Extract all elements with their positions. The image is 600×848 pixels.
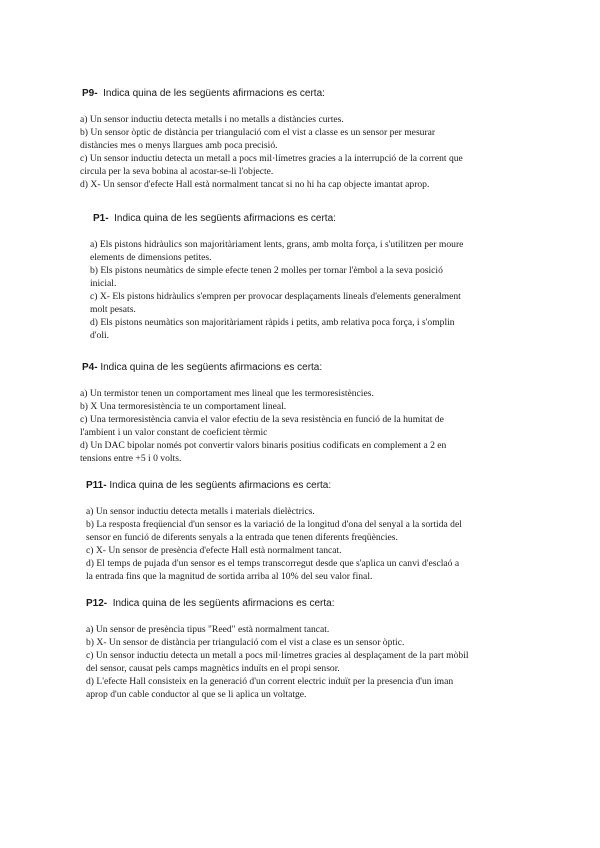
- question-title: [93, 213, 336, 224]
- answer-line: a) Un sensor inductiu detecta metalls i no metalls a distàncies curtes.: [80, 114, 344, 125]
- answer-line: sensor en funció de diferents senyals a la entrada que tenen diferents freqüències.: [86, 532, 398, 543]
- answer-line: distàncies mes o menys llargues amb poca precisió.: [80, 140, 278, 151]
- question-title: [86, 598, 334, 609]
- question-number: P9-: [82, 88, 98, 99]
- answer-line: c) Un sensor inductiu detecta un metall a pocs mil·límetres gracies al desplaçament de la part mòbil: [86, 650, 469, 661]
- question-title: [82, 362, 322, 373]
- answer-line: tensions entre +5 i 0 volts.: [80, 453, 182, 464]
- question-number: P12-: [86, 598, 108, 609]
- question-prompt: Indica quina de les següents afirmacions es certa:: [100, 362, 323, 373]
- question-number: P4-: [82, 362, 98, 373]
- answer-line: c) X- Un sensor de presència d'efecte Hall està normalment tancat.: [86, 545, 342, 556]
- answer-line: d) L'efecte Hall consisteix en la generació d'un corrent electric induït per la presencia d'un iman: [86, 676, 454, 687]
- answer-line: b) X Una termoresistència te un comportament lineal.: [80, 401, 287, 412]
- answer-line: d) Un DAC bipolar només pot convertir valors binaris positius codificats en complement a 2 en: [80, 440, 447, 451]
- question-prompt: Indica quina de les següents afirmacions es certa:: [103, 88, 325, 99]
- answer-line: c) X- Els pistons hidràulics s'empren per provocar desplaçaments lineals d'elements generalment: [90, 291, 461, 302]
- answer-line: la entrada fins que la magnitud de sortida arriba al 10% del seu valor final.: [86, 571, 373, 582]
- question-title: [86, 480, 331, 491]
- answer-line: a) Els pistons hidràulics son majoritàriament lents, grans, amb molta força, i s'utilitzen per moure: [90, 239, 464, 250]
- answer-line: circula per la seva bobina al acostar-se-li l'objecte.: [80, 166, 274, 177]
- question-number: P11-: [86, 480, 107, 491]
- answer-line: c) Un sensor inductiu detecta un metall a pocs mil·límetres gracies a la interrupció de la corrent que: [80, 153, 463, 164]
- answer-line: b) Els pistons neumàtics de simple efecte tenen 2 molles per tornar l'èmbol a la seva posició: [90, 265, 443, 276]
- question-number: P1-: [93, 213, 109, 224]
- answer-line: l'ambient i un valor constant de coeficient tèrmic: [80, 427, 268, 438]
- answer-line: b) X- Un sensor de distància per triangulació com el vist a clase es un sensor òptic.: [86, 637, 405, 648]
- answer-line: c) Una termoresistència canvia el valor efectiu de la seva resistència en funció de la humitat de: [80, 414, 444, 425]
- answer-line: b) La resposta freqüencial d'un sensor es la variació de la longitud d'ona del senyal a la sortida del: [86, 519, 462, 530]
- answer-line: a) Un sensor de presència tipus "Reed" està normalment tancat.: [86, 624, 330, 635]
- answer-line: d) Els pistons neumàtics son majoritàriament ràpids i petits, amb relativa poca força, i s'omplin: [90, 317, 455, 328]
- answer-line: molt pesats.: [90, 304, 136, 315]
- question-prompt: Indica quina de les següents afirmacions es certa:: [109, 480, 332, 491]
- answer-line: d'oli.: [90, 330, 110, 341]
- answer-line: aprop d'un cable conductor al que se li aplica un voltatge.: [86, 689, 307, 700]
- answer-line: a) Un sensor inductiu detecta metalls i materials dielèctrics.: [86, 506, 315, 517]
- question-prompt: Indica quina de les següents afirmacions es certa:: [112, 598, 335, 609]
- answer-line: b) Un sensor òptic de distància per triangulació com el vist a classe es un sensor per mesurar: [80, 127, 436, 138]
- answer-line: d) X- Un sensor d'efecte Hall està normalment tancat si no hi ha cap objecte imantat aprop.: [80, 179, 430, 190]
- question-prompt: Indica quina de les següents afirmacions es certa:: [114, 213, 336, 224]
- answer-line: elements de dimensions petites.: [90, 252, 212, 263]
- answer-line: del sensor, causat pels camps magnètics induïts en el propi sensor.: [86, 663, 340, 674]
- answer-line: a) Un termistor tenen un comportament mes lineal que les termoresistències.: [80, 388, 374, 399]
- answer-line: inicial.: [90, 278, 117, 289]
- answer-line: d) El temps de pujada d'un sensor es el temps transcorregut desde que s'aplica un canvi d'esclaó a: [86, 558, 460, 569]
- question-title: [82, 88, 325, 99]
